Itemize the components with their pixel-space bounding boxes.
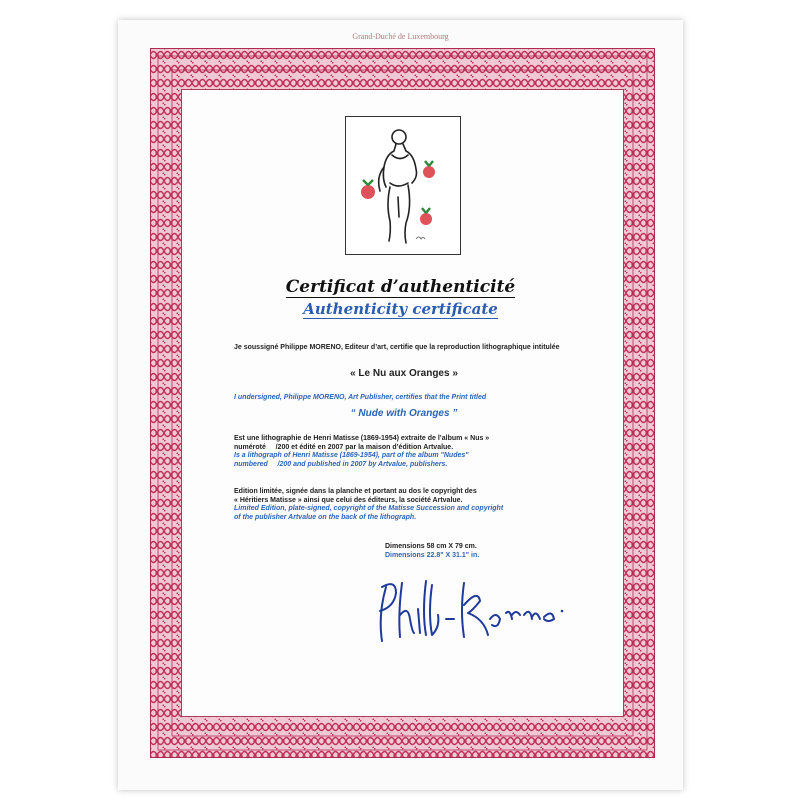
description-english-line-2: numbered /200 and published in 2007 by Artvalue, publishers. (234, 460, 448, 468)
certificate-sheet (118, 20, 683, 790)
description-french-line-2: numéroté /200 et édité en 2007 par la maison d’édition Artvalue. (234, 443, 454, 451)
work-title-french: « Le Nu aux Oranges » (350, 368, 458, 379)
dimensions-imperial: Dimensions 22.8" X 31.1" in. (385, 552, 480, 559)
artist-monogram (416, 237, 425, 239)
description-english (234, 452, 574, 469)
edition-english-line-1: Limited Edition, plate-signed, copyright of the Matisse Succession and copyright (234, 505, 504, 512)
dimensions-metric: Dimensions 58 cm X 79 cm. (385, 543, 477, 550)
nude-with-oranges-sketch (346, 117, 460, 254)
edition-french-line-2: « Héritiers Matisse » ainsi que celui des éditeurs, la société Artvalue. (234, 496, 463, 504)
description-french-line-1: Est une lithographie de Henri Matisse (1869-1954) extraite de l’album « Nus » (234, 435, 490, 442)
title-english: Authenticity certificate (303, 300, 498, 318)
description-french (234, 435, 574, 452)
country-header: Grand-Duché de Luxembourg (352, 32, 449, 41)
description-english-line-1: Is a lithograph of Henri Matisse (1869-1954), part of the album "Nudes" (234, 452, 469, 459)
edition-french-line-1: Edition limitée, signée dans la planche et portant au dos le copyright des (234, 488, 477, 495)
title-french: Certificat d’authenticité (285, 277, 516, 297)
edition-french (234, 488, 574, 505)
orange-fruits (361, 161, 435, 225)
edition-english (234, 505, 574, 522)
signature (368, 575, 568, 650)
work-title-english: “ Nude with Oranges ” (350, 408, 458, 419)
edition-english-line-2: of the publisher Artvalue on the back of the lithograph. (234, 513, 417, 521)
intro-french: Je soussigné Philippe MORENO, Editeur d’art, certifie que la reproduction lithographique intitulée (234, 344, 560, 351)
artwork-thumbnail (345, 116, 461, 255)
intro-english: I undersigned, Philippe MORENO, Art Publisher, certifies that the Print titled (234, 394, 487, 401)
